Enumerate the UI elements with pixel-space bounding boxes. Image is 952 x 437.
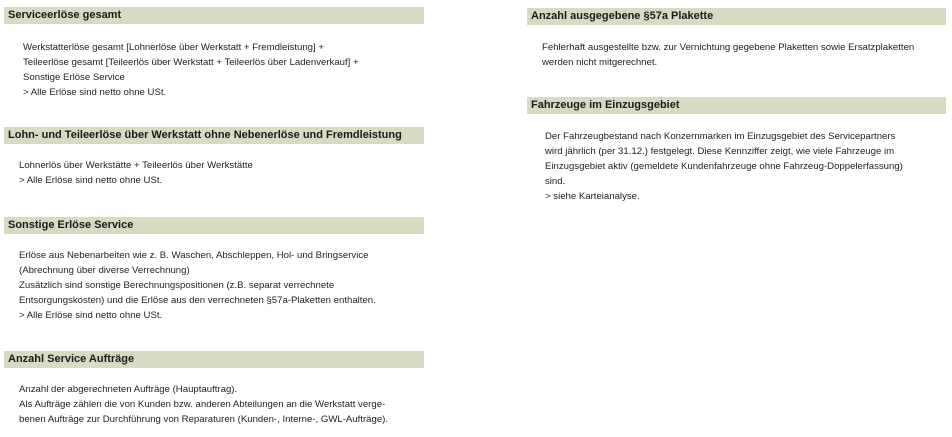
text-line: Werkstatterlöse gesamt [Lohnerlöse über Werkstatt + Fremdleistung] + — [23, 42, 324, 53]
section-text — [4, 40, 424, 100]
section-title: Fahrzeuge im Einzugsgebiet — [527, 97, 946, 114]
text-line: Sonstige Erlöse Service — [23, 72, 125, 83]
section-title: Anzahl ausgegebene §57a Plakette — [527, 8, 946, 25]
text-line: Der Fahrzeugbestand nach Konzernmarken im Einzugsgebiet des Servicepartners — [545, 131, 896, 142]
section-lohn-teileerloese — [4, 127, 424, 188]
section-text — [4, 248, 424, 323]
section-title: Lohn- und Teileerlöse über Werkstatt ohne Nebenerlöse und Fremdleistung — [4, 127, 424, 144]
section-text — [527, 40, 946, 70]
section-fahrzeuge-einzugsgebiet — [527, 97, 946, 204]
text-line: > siehe Karteianalyse. — [545, 191, 640, 202]
text-line: Entsorgungskosten) und die Erlöse aus den verrechneten §57a-Plaketten enthalten. — [19, 295, 376, 306]
section-text — [527, 129, 946, 204]
section-text — [4, 382, 424, 427]
section-sonstige-erloese — [4, 217, 424, 323]
section-title: Anzahl Service Aufträge — [4, 351, 424, 368]
text-line: > Alle Erlöse sind netto ohne USt. — [19, 310, 163, 321]
text-line: werden nicht mitgerechnet. — [542, 57, 658, 68]
text-line: sind. — [545, 176, 566, 187]
text-line: wird jährlich (per 31.12.) festgelegt. Diese Kennziffer zeigt, wie viele Fahrzeuge im — [545, 146, 895, 157]
section-text — [4, 158, 424, 188]
text-line: Zusätzlich sind sonstige Berechnungspositionen (z.B. separat verrechnete — [19, 280, 335, 291]
section-serviceerloese-gesamt — [4, 7, 424, 100]
text-line: Lohnerlös über Werkstätte + Teileerlös über Werkstätte — [19, 160, 253, 171]
text-line: (Abrechnung über diverse Verrechnung) — [19, 265, 190, 276]
text-line: benen Aufträge zur Durchführung von Reparaturen (Kunden-, Interne-, GWL-Aufträge). — [19, 414, 389, 425]
text-line: Anzahl der abgerechneten Aufträge (Hauptauftrag). — [19, 384, 238, 395]
section-title: Serviceerlöse gesamt — [4, 7, 424, 24]
section-anzahl-plaketten — [527, 8, 946, 70]
text-line: Erlöse aus Nebenarbeiten wie z. B. Waschen, Abschleppen, Hol- und Bringservice — [19, 250, 369, 261]
section-title: Sonstige Erlöse Service — [4, 217, 424, 234]
text-line: > Alle Erlöse sind netto ohne USt. — [19, 175, 163, 186]
text-line: Als Aufträge zählen die von Kunden bzw. anderen Abteilungen an die Werkstatt verge- — [19, 399, 386, 410]
text-line: Fehlerhaft ausgestellte bzw. zur Vernichtung gegebene Plaketten sowie Ersatzplaketten — [542, 42, 915, 53]
text-line: Teileerlöse gesamt [Teileerlös über Werkstatt + Teileerlös über Ladenverkauf] + — [23, 57, 359, 68]
text-line: Einzugsgebiet aktiv (gemeldete Kundenfahrzeuge ohne Fahrzeug-Doppelerfassung) — [545, 161, 903, 172]
text-line: > Alle Erlöse sind netto ohne USt. — [23, 87, 167, 98]
section-anzahl-service-auftraege — [4, 351, 424, 427]
